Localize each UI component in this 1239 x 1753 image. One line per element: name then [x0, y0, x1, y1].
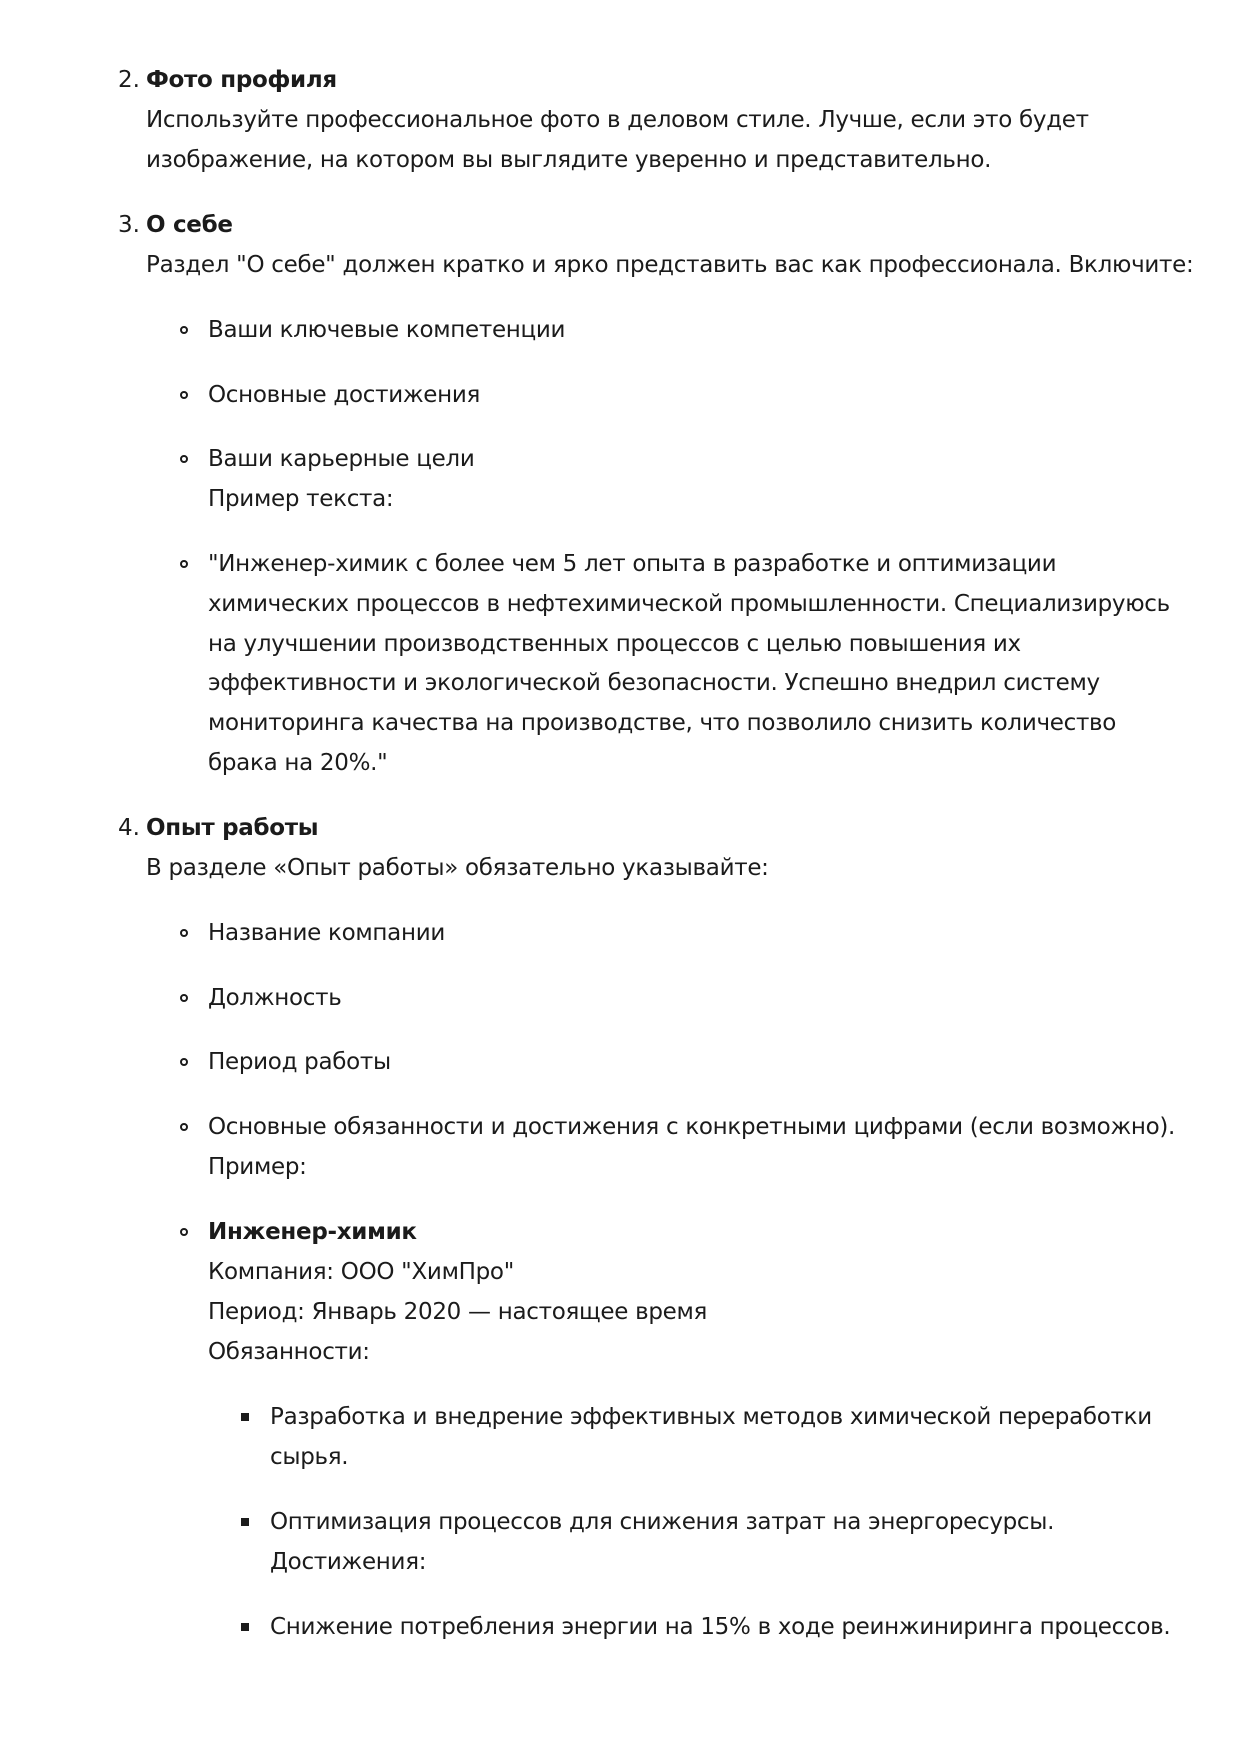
section-3-quote-line-6: брака на 20%." — [208, 750, 388, 776]
section-4-example-label: Пример: — [208, 1154, 307, 1180]
achievements-label: Достижения: — [270, 1549, 427, 1575]
duty-1-line-2: сырья. — [270, 1444, 349, 1470]
duty-2: Оптимизация процессов для снижения затрат на энергоресурсы. — [270, 1509, 1055, 1535]
section-4-number: 4. — [118, 815, 140, 841]
circle-bullet-icon — [180, 1228, 188, 1236]
square-bullet-icon — [241, 1518, 249, 1526]
section-3-item-2: Основные достижения — [208, 382, 481, 408]
circle-bullet-icon — [180, 1058, 188, 1066]
duty-1-line-1: Разработка и внедрение эффективных методов химической переработки — [270, 1404, 1152, 1430]
section-3-item-3: Ваши карьерные цели — [208, 446, 475, 472]
section-2-number: 2. — [118, 67, 140, 93]
square-bullet-icon — [241, 1413, 249, 1421]
circle-bullet-icon — [180, 1123, 188, 1131]
circle-bullet-icon — [180, 391, 188, 399]
circle-bullet-icon — [180, 929, 188, 937]
section-3-number: 3. — [118, 212, 140, 238]
job-period: Период: Январь 2020 — настоящее время — [208, 1299, 708, 1325]
section-4-title: Опыт работы — [146, 815, 319, 841]
section-4-intro: В разделе «Опыт работы» обязательно указывайте: — [146, 855, 769, 881]
circle-bullet-icon — [180, 994, 188, 1002]
section-3-example-label: Пример текста: — [208, 486, 394, 512]
job-duties-label: Обязанности: — [208, 1339, 370, 1365]
section-2-title: Фото профиля — [146, 67, 337, 93]
section-3-quote-line-2: химических процессов в нефтехимической промышленности. Специализируюсь — [208, 591, 1170, 617]
section-3-quote-line-4: эффективности и экологической безопасности. Успешно внедрил систему — [208, 670, 1100, 696]
achievement-1: Снижение потребления энергии на 15% в ходе реинжиниринга процессов. — [270, 1614, 1171, 1640]
circle-bullet-icon — [180, 326, 188, 334]
section-2-text-line-2: изображение, на котором вы выглядите уверенно и представительно. — [146, 147, 992, 173]
circle-bullet-icon — [180, 560, 188, 568]
section-3-intro: Раздел "О себе" должен кратко и ярко представить вас как профессионала. Включите: — [146, 252, 1194, 278]
section-3-quote-line-1: "Инженер-химик с более чем 5 лет опыта в разработке и оптимизации — [208, 551, 1057, 577]
section-4-item-1: Название компании — [208, 920, 445, 946]
section-3-quote-line-5: мониторинга качества на производстве, что позволило снизить количество — [208, 710, 1117, 736]
section-2-text-line-1: Используйте профессиональное фото в деловом стиле. Лучше, если это будет — [146, 107, 1089, 133]
section-4-item-4: Основные обязанности и достижения с конкретными цифрами (если возможно). — [208, 1114, 1176, 1140]
section-3-quote-line-3: на улучшении производственных процессов с целью повышения их — [208, 631, 1021, 657]
section-3-item-1: Ваши ключевые компетенции — [208, 317, 566, 343]
square-bullet-icon — [241, 1623, 249, 1631]
section-3-title: О себе — [146, 212, 233, 238]
job-company: Компания: ООО "ХимПро" — [208, 1259, 514, 1285]
job-title: Инженер-химик — [208, 1219, 417, 1245]
section-4-item-3: Период работы — [208, 1049, 391, 1075]
circle-bullet-icon — [180, 455, 188, 463]
section-4-item-2: Должность — [208, 985, 342, 1011]
